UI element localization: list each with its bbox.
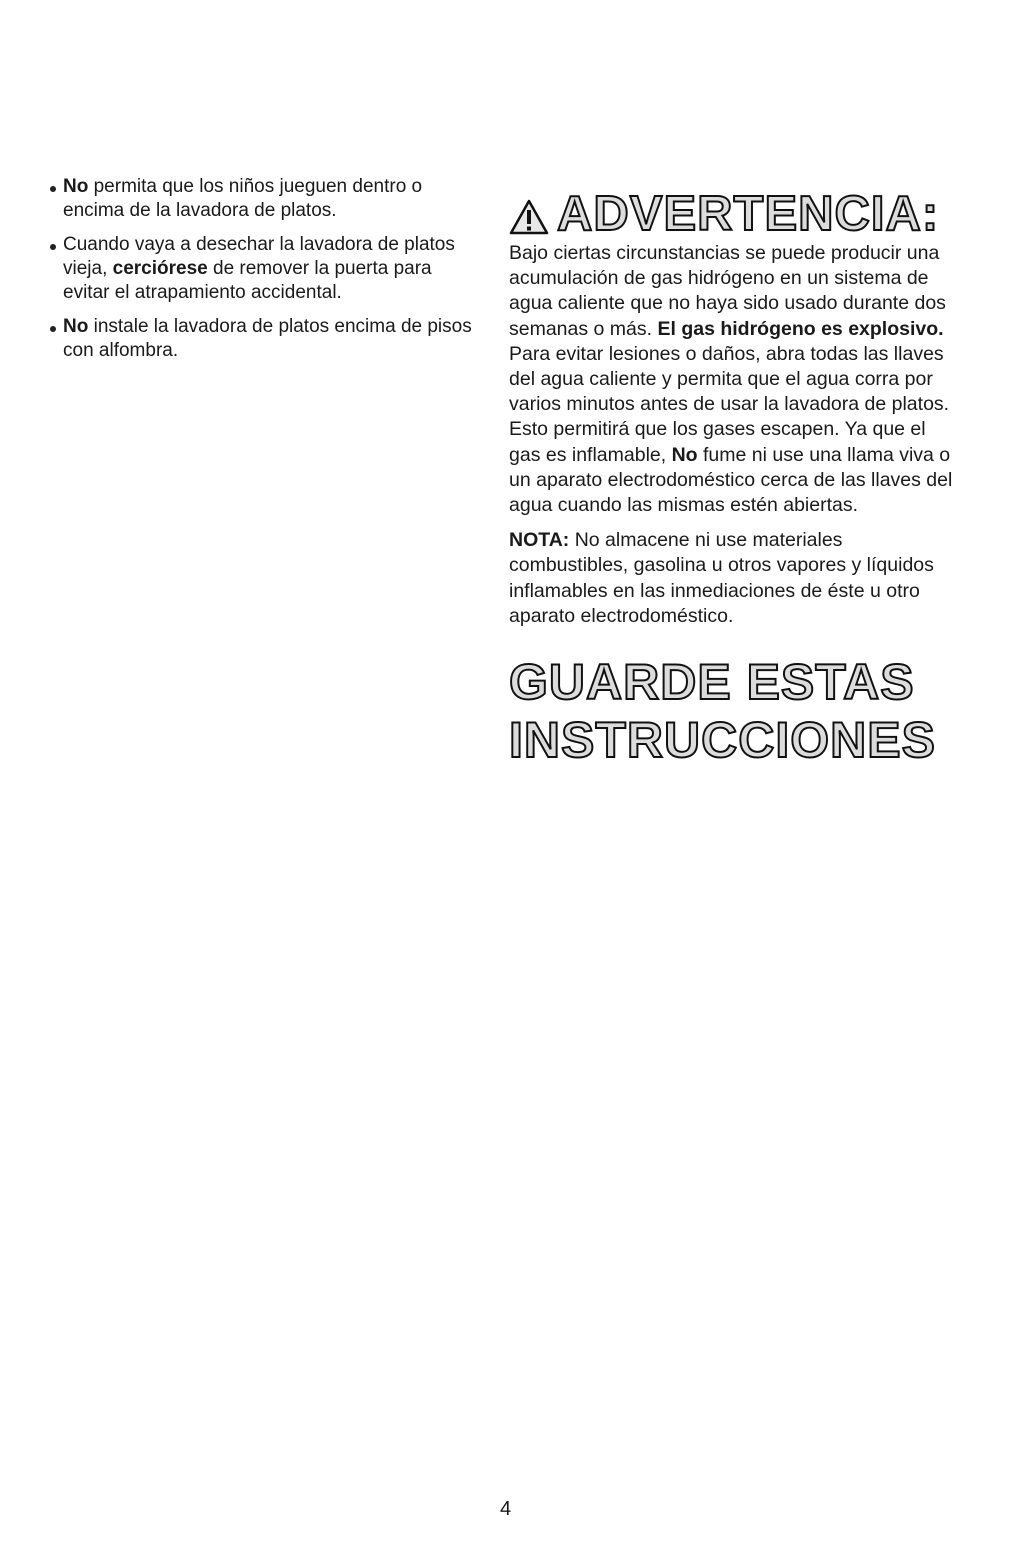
bullet-bold-keyword: cerciórese — [112, 258, 208, 279]
bullet-dot-icon — [50, 244, 56, 250]
warning-text-c: fume ni use una llama viva o un aparato electrodoméstico cerca de las llaves del agua cuando las mismas estén abiertas. — [509, 443, 953, 517]
warning-bold-no: No — [671, 443, 698, 466]
bullet-dot-icon — [50, 186, 56, 192]
nota-text: No almacene ni use materiales combustibles, gasolina u otros vapores y líquidos inflamables en las inmediaciones de éste u otro aparato electrodoméstico. — [509, 529, 934, 627]
safety-bullet-carpet — [50, 315, 480, 363]
warning-paragraph — [509, 241, 959, 518]
warning-triangle-icon — [509, 199, 549, 235]
bullet-bold-keyword: No — [63, 176, 89, 197]
bullet-dot-icon — [50, 326, 56, 332]
save-heading-line1: GUARDE ESTAS — [509, 654, 915, 711]
nota-paragraph — [509, 528, 959, 629]
left-column — [50, 175, 480, 373]
save-instructions-heading — [509, 653, 959, 769]
bullet-text-pre: Cuando vaya a desechar la lavadora de platos vieja, — [63, 234, 455, 279]
right-column — [509, 183, 959, 769]
nota-label: NOTA: — [509, 529, 570, 552]
page-number: 4 — [499, 1498, 512, 1520]
safety-bullet-children — [50, 175, 480, 223]
save-heading-line2: INSTRUCCIONES — [509, 712, 936, 769]
safety-bullet-disposal — [50, 233, 480, 305]
warning-bold-explosive: El gas hidrógeno es explosivo. — [657, 317, 944, 340]
warning-heading — [509, 183, 959, 239]
bullet-text: permita que los niños jueguen dentro o encima de la lavadora de platos. — [63, 176, 423, 221]
bullet-bold-keyword: No — [63, 316, 89, 337]
warning-text-a: Bajo ciertas circunstancias se puede producir una acumulación de gas hidrógeno en un sistema de agua caliente que no haya sido usado durante dos semanas o más. — [509, 242, 946, 340]
warning-text-b: Para evitar lesiones o daños, abra todas las llaves del agua caliente y permita que el agua corra por varios minutos antes de usar la lavadora de platos. Esto permitirá que los gases escapen. Ya que el gas es inflamable, — [509, 342, 950, 466]
bullet-text: instale la lavadora de platos encima de pisos con alfombra. — [63, 316, 472, 361]
bullet-text-post: de remover la puerta para evitar el atrapamiento accidental. — [63, 258, 432, 303]
warning-title: ADVERTENCIA: — [557, 187, 940, 241]
